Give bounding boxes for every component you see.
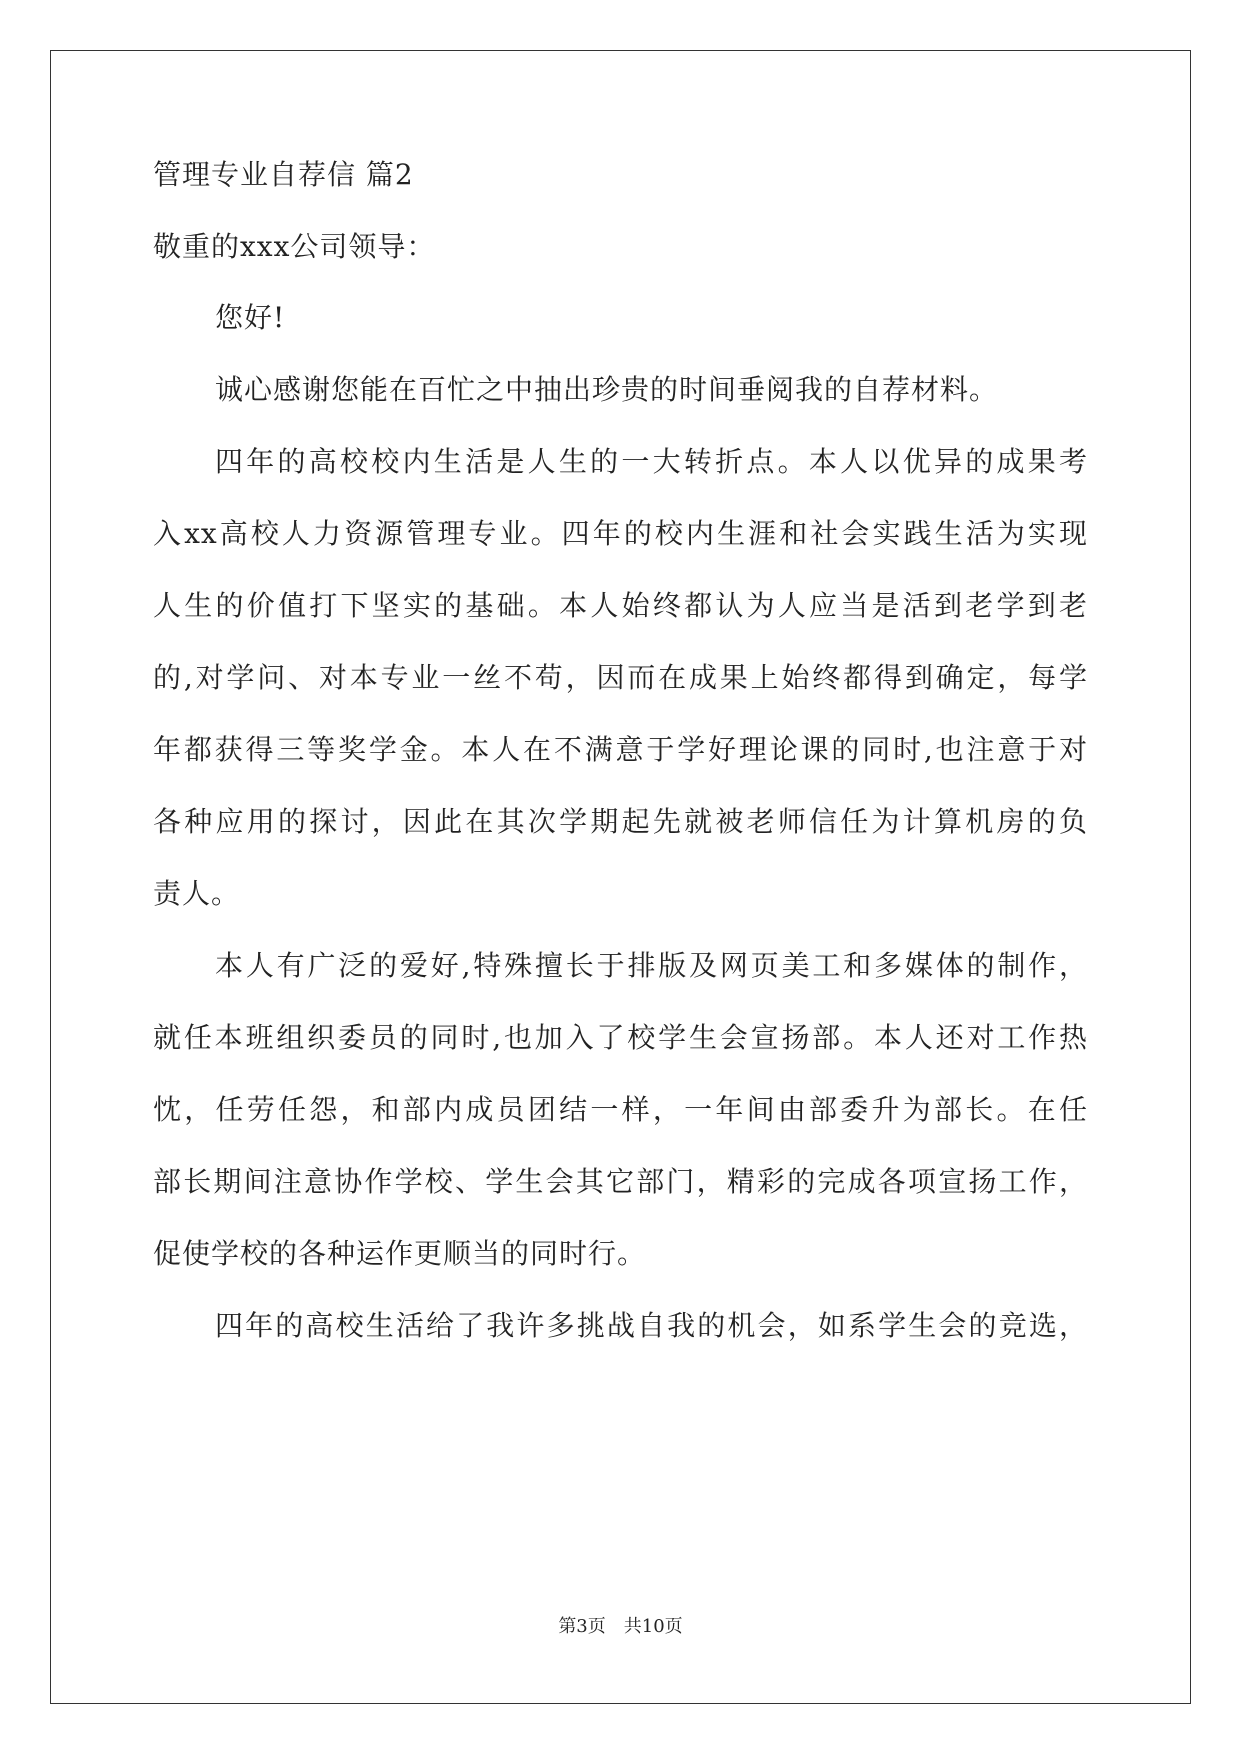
paragraph-line: 就任本班组织委员的同时,也加入了校学生会宣扬部。本人还对工作热 xyxy=(153,1021,1088,1054)
paragraph-line: 忱，任劳任怨，和部内成员团结一样，一年间由部委升为部长。在任 xyxy=(153,1093,1088,1126)
paragraph-line: 促使学校的各种运作更顺当的同时行。 xyxy=(153,1237,647,1270)
paragraph-line: 四年的高校生活给了我许多挑战自我的机会，如系学生会的竞选， xyxy=(215,1309,1088,1342)
page-number-footer: 第3页 共10页 xyxy=(558,1616,683,1637)
paragraph-line: 部长期间注意协作学校、学生会其它部门，精彩的完成各项宣扬工作， xyxy=(153,1165,1088,1198)
document-title: 管理专业自荐信 篇2 xyxy=(153,158,414,191)
paragraph-line: 入xx高校人力资源管理专业。四年的校内生涯和社会实践生活为实现 xyxy=(153,517,1088,550)
paragraph-line: 本人有广泛的爱好,特殊擅长于排版及网页美工和多媒体的制作， xyxy=(215,949,1088,982)
paragraph-line: 各种应用的探讨，因此在其次学期起先就被老师信任为计算机房的负 xyxy=(153,805,1088,838)
salutation: 敬重的xxx公司领导： xyxy=(153,230,436,263)
paragraph-line: 人生的价值打下坚实的基础。本人始终都认为人应当是活到老学到老 xyxy=(153,589,1088,622)
greeting: 您好! xyxy=(215,301,286,334)
paragraph-line: 的,对学问、对本专业一丝不苟，因而在成果上始终都得到确定，每学 xyxy=(153,661,1088,694)
paragraph-line: 四年的高校校内生活是人生的一大转折点。本人以优异的成果考 xyxy=(215,445,1088,478)
paragraph-line: 责人。 xyxy=(153,877,241,910)
paragraph-line: 年都获得三等奖学金。本人在不满意于学好理论课的同时,也注意于对 xyxy=(153,733,1088,766)
paragraph-line: 诚心感谢您能在百忙之中抽出珍贵的时间垂阅我的自荐材料。 xyxy=(215,373,999,406)
